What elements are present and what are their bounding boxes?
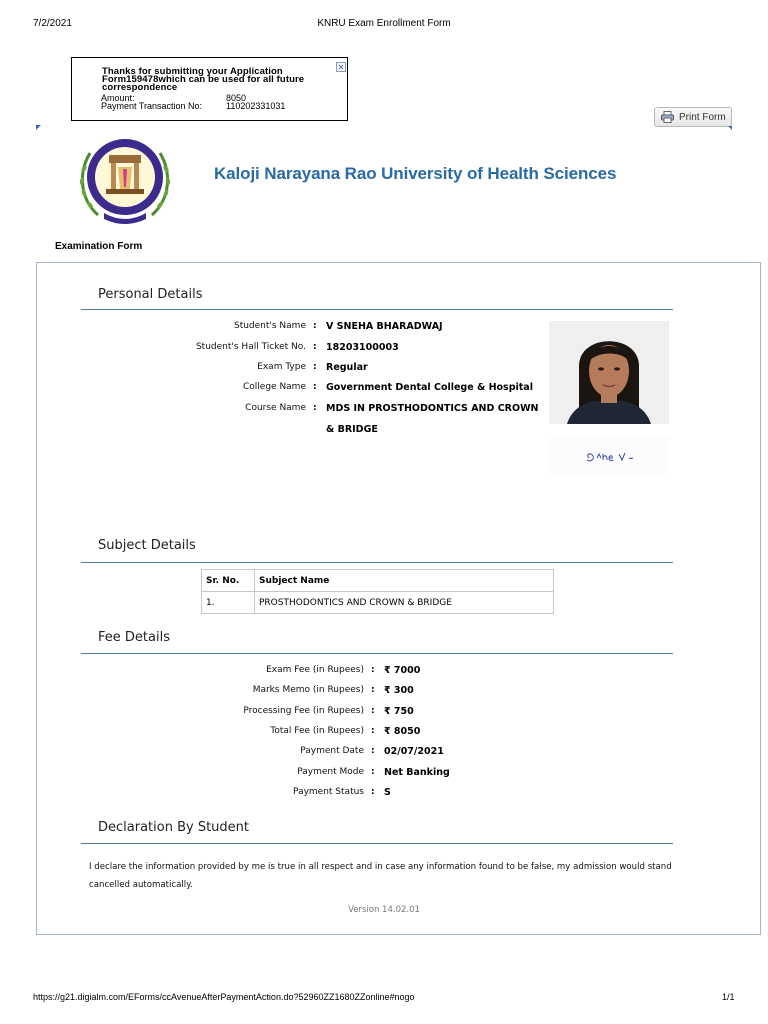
hall-ticket-value: 18203100003 xyxy=(326,342,399,353)
colon: : xyxy=(313,382,317,392)
section-divider xyxy=(81,562,673,563)
student-name-value: V SNEHA BHARADWAJ xyxy=(326,321,443,332)
marks-memo-value: ₹ 300 xyxy=(384,685,414,696)
print-form-label: Print Form xyxy=(679,111,726,123)
colon: : xyxy=(313,362,317,372)
colon: : xyxy=(371,787,375,797)
student-name-label: Student's Name xyxy=(233,321,306,331)
payment-status-value: S xyxy=(384,787,391,798)
table-cell: 1. xyxy=(202,592,255,614)
colon: : xyxy=(371,746,375,756)
exam-fee-value: ₹ 7000 xyxy=(384,665,421,676)
section-divider xyxy=(81,843,673,844)
payment-date-label: Payment Date xyxy=(300,746,364,756)
print-url: https://g21.digialm.com/EForms/ccAvenueAfterPaymentAction.do?52960ZZ1680ZZonline#nogo xyxy=(33,992,415,1002)
print-page-number: 1/1 xyxy=(722,992,735,1002)
student-signature xyxy=(549,436,669,474)
college-name-label: College Name xyxy=(243,382,306,392)
signature-image xyxy=(549,436,669,474)
print-date: 7/2/2021 xyxy=(33,18,72,29)
total-fee-label: Total Fee (in Rupees) xyxy=(270,726,364,736)
section-divider xyxy=(81,653,673,654)
payment-status-label: Payment Status xyxy=(293,787,364,797)
payment-mode-label: Payment Mode xyxy=(297,767,364,777)
payment-date-value: 02/07/2021 xyxy=(384,746,444,757)
course-name-value: MDS IN PROSTHODONTICS AND CROWN xyxy=(326,403,539,414)
declaration-text: I declare the information provided by me is true in all respect and in case any information found to be false, my admission would stand cancelled automatically. xyxy=(89,862,672,890)
close-icon[interactable]: ✕ xyxy=(337,63,345,72)
print-title: KNRU Exam Enrollment Form xyxy=(317,18,451,29)
colon: : xyxy=(371,665,375,675)
declaration-title: Declaration By Student xyxy=(98,820,249,835)
college-name-value: Government Dental College & Hospital xyxy=(326,382,533,393)
processing-fee-value: ₹ 750 xyxy=(384,706,414,717)
exam-fee-label: Exam Fee (in Rupees) xyxy=(266,665,364,675)
processing-fee-label: Processing Fee (in Rupees) xyxy=(243,706,364,716)
corner-marker-icon xyxy=(36,125,41,130)
table-header: Subject Name xyxy=(255,570,554,592)
colon: : xyxy=(313,342,317,352)
marks-memo-label: Marks Memo (in Rupees) xyxy=(252,685,364,695)
table-row xyxy=(202,592,554,614)
course-name-value-cont: & BRIDGE xyxy=(326,424,378,435)
university-seal xyxy=(76,133,174,225)
payment-mode-value: Net Banking xyxy=(384,767,450,778)
subject-table xyxy=(201,569,554,614)
student-photo xyxy=(549,321,669,424)
colon: : xyxy=(371,726,375,736)
examination-form-heading: Examination Form xyxy=(55,241,143,252)
table-header-row xyxy=(202,570,554,592)
course-name-label: Course Name xyxy=(245,403,306,413)
amount-value: 8050 xyxy=(226,93,247,103)
colon: : xyxy=(313,403,317,413)
exam-type-label: Exam Type xyxy=(257,362,306,372)
corner-marker-icon xyxy=(728,126,732,130)
colon: : xyxy=(371,706,375,716)
section-divider xyxy=(81,309,673,310)
txn-value: 110202331031 xyxy=(226,101,286,111)
university-name: Kaloji Narayana Rao University of Health Sciences xyxy=(214,164,617,183)
print-form-button[interactable] xyxy=(654,107,732,127)
amount-label: Amount: xyxy=(101,93,135,103)
version-label: Version 14.02.01 xyxy=(348,905,420,915)
txn-label: Payment Transaction No: xyxy=(101,101,203,111)
notice-message: Thanks for submitting your Application Form159478which can be used for all future correspondence xyxy=(102,66,305,93)
printer-icon xyxy=(661,111,674,123)
total-fee-value: ₹ 8050 xyxy=(384,726,421,737)
submission-notice xyxy=(71,57,348,121)
personal-details-title: Personal Details xyxy=(98,287,203,302)
table-cell: PROSTHODONTICS AND CROWN & BRIDGE xyxy=(255,592,554,614)
colon: : xyxy=(371,767,375,777)
exam-type-value: Regular xyxy=(326,362,368,373)
colon: : xyxy=(313,321,317,331)
table-header: Sr. No. xyxy=(202,570,255,592)
fee-details-title: Fee Details xyxy=(98,630,170,645)
hall-ticket-label: Student's Hall Ticket No. xyxy=(195,342,306,352)
colon: : xyxy=(371,685,375,695)
subject-details-title: Subject Details xyxy=(98,538,196,553)
